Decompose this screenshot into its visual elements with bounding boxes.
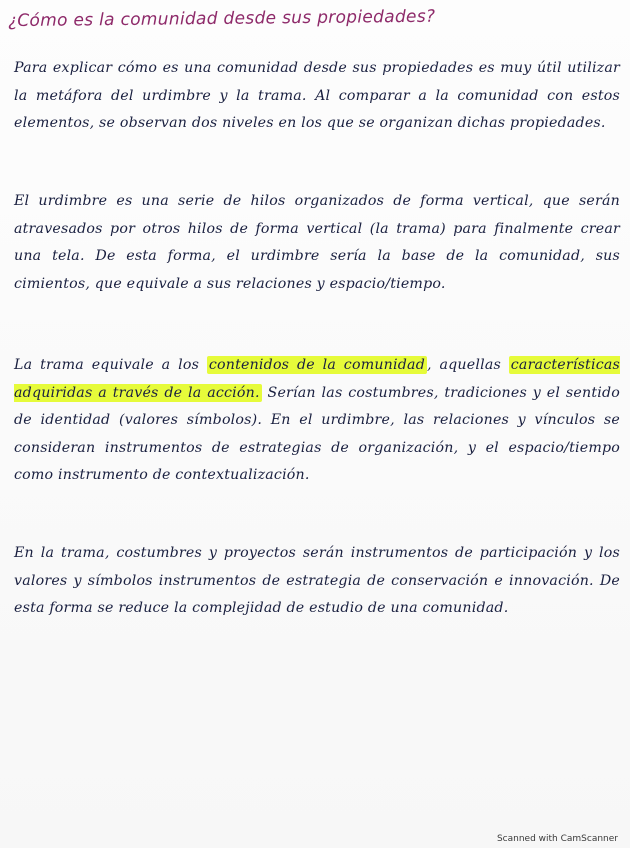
scanner-watermark: Scanned with CamScanner (496, 834, 618, 844)
paragraph-3-text-end: Serían las costumbres, tradiciones y el sentido de identidad (valores símbolos). En el urdimbre, las relaciones y vínculos se consideran instrumentos de estrategias de organización, y el espacio/tiempo como instrumento de contextualización. (14, 384, 620, 483)
paragraph-2: El urdimbre es una serie de hilos organizados de forma vertical, que serán atravesados por otros hilos de forma vertical (la trama) para finalmente crear una tela. De esta forma, el urdimbre sería la base de la comunidad, sus cimientos, que equivale a sus relaciones y espacio/tiempo. (14, 193, 620, 292)
highlighted-phrase-contenidos: contenidos de la comunidad (208, 357, 425, 373)
paragraph-4: En la trama, costumbres y proyectos serán instrumentos de participación y los valores y símbolos instrumentos de estrategia de conservación e innovación. De esta forma se reduce la complejidad de estudio de una comunidad. (14, 545, 620, 616)
paragraph-3 (14, 352, 620, 490)
paragraph-1: Para explicar cómo es una comunidad desde sus propiedades es muy útil utilizar la metáfora del urdimbre y la trama. Al comparar a la comunidad con estos elementos, se observan dos niveles en los que se organizan dichas propiedades. (14, 60, 620, 131)
paragraph-3-text-start: La trama equivale a los (14, 357, 207, 373)
page-title: ¿Cómo es la comunidad desde sus propiedades? (7, 6, 436, 32)
paragraph-3-text-middle: , aquellas (426, 357, 509, 373)
highlighted-phrase-caracteristicas: características adquiridas a través de la acción. (14, 357, 620, 401)
